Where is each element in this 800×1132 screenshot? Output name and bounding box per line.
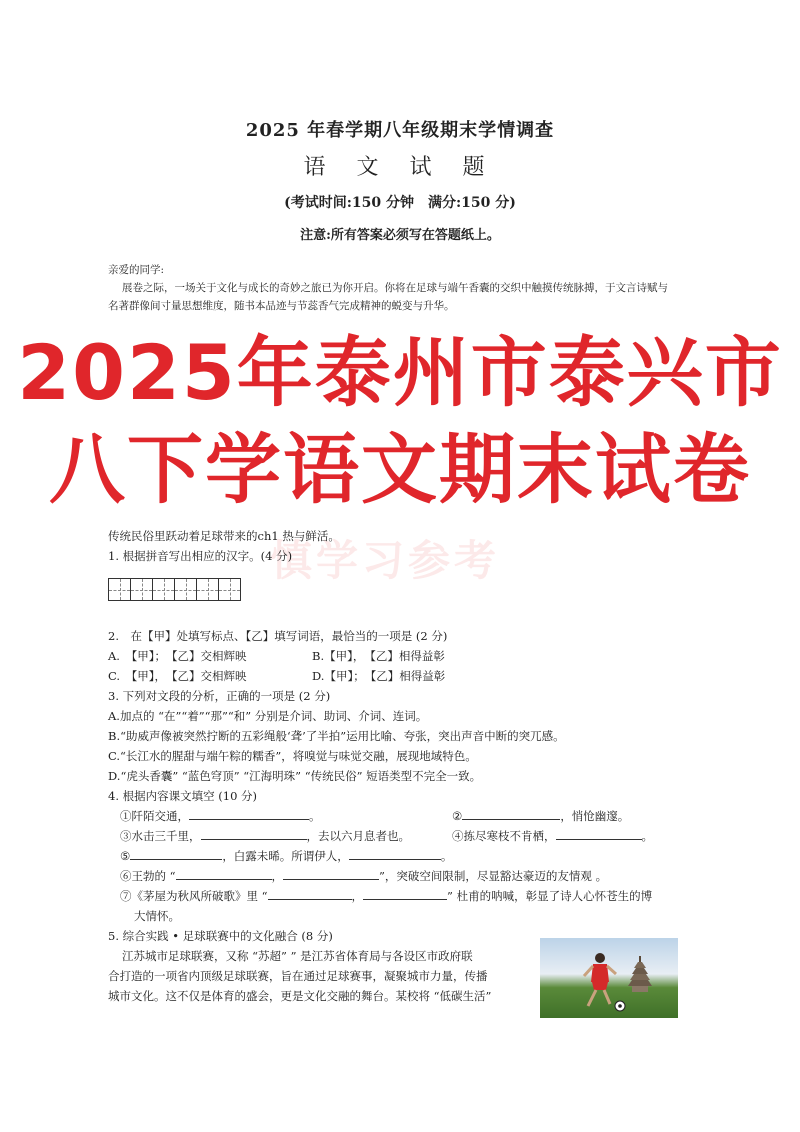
passage-tail: 传统民俗里跃动着足球带来的ch1 热与鲜活。 <box>108 529 340 543</box>
answer-notice: 注意:所有答案必须写在答题纸上。 <box>300 228 500 243</box>
q3-option-a: A.加点的 “在”“着”“那”“和” 分别是介词、助词、介词、连词。 <box>108 709 428 723</box>
exam-title: 2025 年春学期八年级期末学情调查 <box>245 120 555 141</box>
q4-item-5-text: ，白露未晞。所谓伊人， <box>222 849 349 863</box>
q4-item-6-sep: ， <box>271 869 284 883</box>
grid-cell <box>174 578 197 601</box>
q5-paragraph-line-1: 江苏城市足球联赛，又称 “苏超” ” 是江苏省体育局与各设区市政府联 <box>122 949 473 963</box>
q3-stem: 3. 下列对文段的分析，正确的一项是 (2 分) <box>108 689 331 703</box>
q4-item-4-text: ④拣尽寒枝不肯栖， <box>452 829 556 843</box>
q5-paragraph-line-2: 合打造的一项省内顶级足球联赛，旨在通过足球赛事，凝聚城市力量，传播 <box>108 969 488 983</box>
q4-item-7-end: ” 杜甫的呐喊，彰显了诗人心怀苍生的博 <box>447 889 653 903</box>
banner-line-1: 2025年泰州市泰兴市 <box>17 328 783 417</box>
q5-stem: 5. 综合实践 • 足球联赛中的文化融合 (8 分) <box>108 929 333 943</box>
grid-cell <box>152 578 175 601</box>
grid-cell <box>218 578 241 601</box>
q4-item-3 <box>120 826 410 846</box>
q4-item-2-num: ② <box>452 809 463 823</box>
q4-item-7-cont: 大情怀。 <box>134 909 180 923</box>
answer-blank[interactable] <box>349 847 441 860</box>
answer-blank[interactable] <box>201 827 307 840</box>
q2-option-a: A. 【甲】； 【乙】交相辉映 <box>108 649 247 663</box>
q1-stem: 1. 根据拼音写出相应的汉字。(4 分) <box>108 549 293 563</box>
q4-stem: 4. 根据内容课文填空 (10 分) <box>108 789 258 803</box>
q5-paragraph-line-3: 城市文化。这不仅是体育的盛会，更是文化交融的舞台。某校将 “低碳生活” <box>108 989 492 1003</box>
intro-greeting: 亲爱的同学: <box>108 264 165 276</box>
q3-option-b: B.“助威声像被突然拧断的五彩绳般‘聋’了半拍”运用比喻、夸张，突出声音中断的突兀感。 <box>108 729 565 743</box>
grid-cell <box>196 578 219 601</box>
answer-blank[interactable] <box>130 847 222 860</box>
q4-item-5 <box>120 846 452 866</box>
q2-option-d: D.【甲】； 【乙】相得益彰 <box>312 669 446 683</box>
q4-item-1 <box>120 806 321 826</box>
banner-line-2: 八下学语文期末试卷 <box>49 425 751 514</box>
answer-blank[interactable] <box>363 887 447 900</box>
q4-item-4 <box>452 826 653 846</box>
q3-option-c: C.“长江水的腥甜与端午粽的糯香”，将嗅觉与味觉交融，展现地域特色。 <box>108 749 477 763</box>
q4-item-2 <box>452 806 629 826</box>
q4-item-7 <box>120 886 652 906</box>
answer-blank[interactable] <box>556 827 642 840</box>
grid-cell <box>130 578 153 601</box>
q4-item-6 <box>120 866 607 886</box>
q4-item-5-end: 。 <box>440 849 453 863</box>
watermark-text: 慎学习参考 <box>270 536 501 585</box>
answer-blank[interactable] <box>462 807 560 820</box>
answer-blank[interactable] <box>189 807 309 820</box>
football-player-photo <box>540 938 678 1018</box>
q2-stem: 2. 在【甲】处填写标点、【乙】填写词语，最恰当的一项是 (2 分) <box>108 629 448 643</box>
q4-item-1-end: 。 <box>309 809 321 823</box>
q4-item-6-end: ”，突破空间限制，尽显豁达豪迈的友情观 。 <box>379 869 608 883</box>
answer-blank[interactable] <box>283 867 379 880</box>
q3-option-d: D.“虎头香囊” “蓝色穹顶” “江海明珠” “传统民俗” 短语类型不完全一致。 <box>108 769 482 783</box>
q4-item-2-text: ，悄怆幽邃。 <box>560 809 630 823</box>
q4-item-7-sep: ， <box>351 889 364 903</box>
answer-blank[interactable] <box>268 887 352 900</box>
intro-line-2: 名著群像间寸量思想维度，随书本品迹与节蕊香气完成精神的蜕变与升华。 <box>108 300 455 312</box>
q4-item-4-end: 。 <box>641 829 653 843</box>
answer-blank[interactable] <box>176 867 272 880</box>
q2-option-b: B.【甲】， 【乙】相得益彰 <box>312 649 445 663</box>
q4-item-3-end: ，去以六月息者也。 <box>306 829 410 843</box>
q4-item-7-text: ⑦《茅屋为秋风所破歌》里 “ <box>120 889 268 903</box>
pinyin-answer-grid <box>108 578 240 601</box>
subject-title: 语 文 试 题 <box>303 155 497 180</box>
q2-option-c: C. 【甲】， 【乙】交相辉映 <box>108 669 247 683</box>
exam-time-info: (考试时间:150 分钟 满分:150 分) <box>284 195 516 211</box>
q4-item-5-num: ⑤ <box>120 849 131 863</box>
q4-item-3-text: ③水击三千里， <box>120 829 201 843</box>
grid-cell <box>108 578 131 601</box>
q4-item-1-text: ①阡陌交通， <box>120 809 189 823</box>
football-scene-illustration <box>540 938 678 1018</box>
intro-line-1: 展卷之际，一场关于文化与成长的奇妙之旅已为你开启。你将在足球与端午香囊的交织中触摸传统脉搏，于文言诗赋与 <box>122 282 668 294</box>
q4-item-6-text: ⑥王勃的 “ <box>120 869 176 883</box>
